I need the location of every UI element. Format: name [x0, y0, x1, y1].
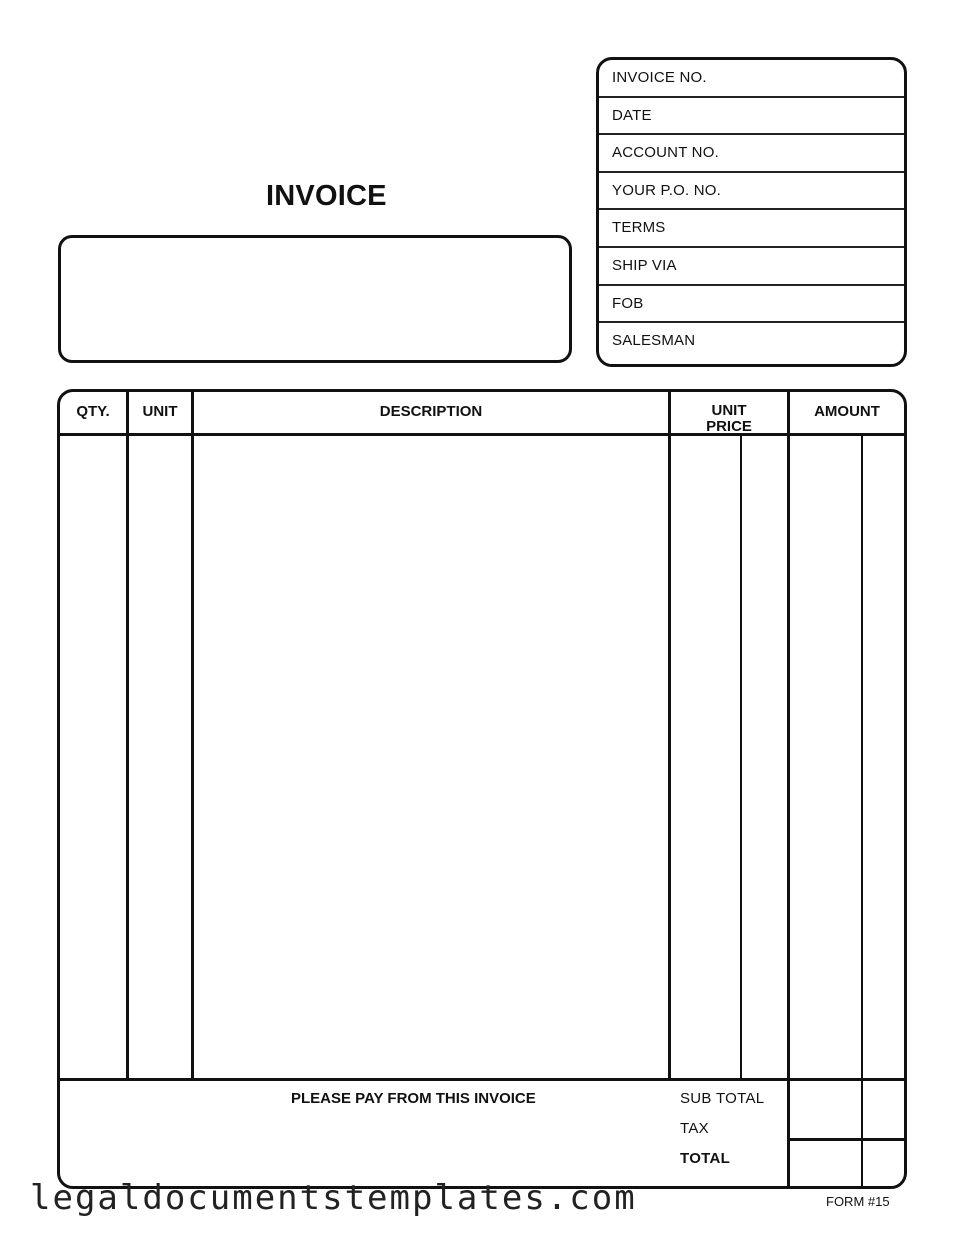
unit-price-header-line2: PRICE — [706, 418, 752, 435]
address-box[interactable] — [58, 235, 572, 363]
description-header: DESCRIPTION — [379, 403, 483, 420]
ship-via-label: SHIP VIA — [612, 257, 677, 274]
desc-price-divider — [668, 392, 671, 1081]
invoice-title: INVOICE — [266, 180, 387, 212]
salesman-row[interactable] — [599, 323, 904, 361]
unit-price-cents-divider — [740, 436, 742, 1081]
terms-label: TERMS — [612, 219, 666, 237]
qty-unit-divider — [126, 392, 129, 1081]
qty-header: QTY. — [76, 403, 110, 420]
unit-price-header — [671, 403, 787, 435]
account-no-label: ACCOUNT NO. — [612, 144, 719, 162]
unit-price-header-line1: UNIT — [711, 402, 747, 419]
date-row[interactable] — [599, 98, 904, 136]
sub-total-label: SUB TOTAL — [680, 1090, 765, 1107]
footer-divider — [60, 1078, 904, 1081]
line-items-table — [57, 389, 907, 1189]
fob-row[interactable] — [599, 286, 904, 324]
tax-label: TAX — [680, 1120, 709, 1137]
invoice-no-label: INVOICE NO. — [612, 69, 707, 86]
ship-via-row[interactable] — [599, 248, 904, 286]
salesman-label: SALESMAN — [612, 332, 696, 350]
po-no-row[interactable] — [599, 173, 904, 211]
amount-header: AMOUNT — [814, 403, 880, 420]
account-no-row[interactable] — [599, 135, 904, 173]
po-no-label: YOUR P.O. NO. — [612, 181, 722, 199]
date-label: DATE — [612, 106, 652, 124]
invoice-info-box — [596, 57, 907, 367]
tax-total-divider — [789, 1138, 904, 1141]
unit-desc-divider — [191, 392, 194, 1081]
fob-label: FOB — [612, 294, 644, 312]
watermark-text: legaldocumentstemplates.com — [30, 1178, 637, 1218]
pay-note: PLEASE PAY FROM THIS INVOICE — [291, 1090, 536, 1107]
form-number: FORM #15 — [826, 1194, 890, 1209]
total-label: TOTAL — [680, 1150, 731, 1167]
unit-header: UNIT — [142, 403, 178, 420]
invoice-no-row[interactable] — [599, 60, 904, 98]
price-amount-divider — [787, 392, 790, 1187]
terms-row[interactable] — [599, 210, 904, 248]
amount-cents-divider — [861, 436, 863, 1187]
